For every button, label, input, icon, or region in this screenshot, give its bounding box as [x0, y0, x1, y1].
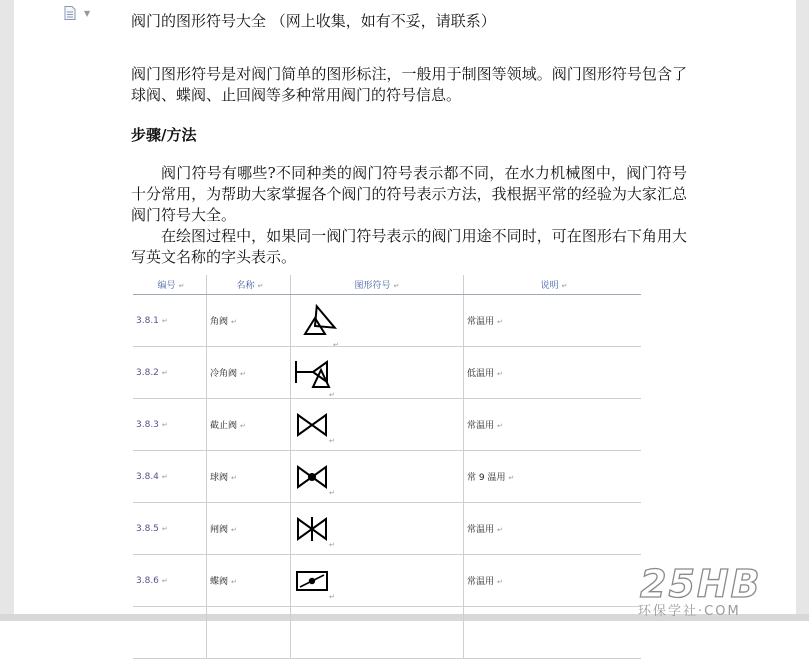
cell-name: 闸阀 ↵: [207, 503, 291, 555]
cell-symbol: [291, 503, 464, 555]
table-header-row: [133, 275, 641, 295]
svg-text:↵: ↵: [329, 489, 335, 497]
cell-symbol: [291, 347, 464, 399]
cell-name: 冷角阀 ↵: [207, 347, 291, 399]
cell-symbol: [291, 555, 464, 607]
butterfly-valve-icon: [291, 555, 463, 606]
body-paragraph-1: 阀门符号有哪些?不同种类的阀门符号表示都不同，在水力机械图中，阀门符号十分常用，为帮助大家掌握各个阀门的符号表示方法，我根据平常的经验为大家汇总阀门符号大全。: [131, 164, 687, 224]
cell-description: 常温用 ↵: [464, 555, 642, 607]
cell-description: 低温用 ↵: [464, 347, 642, 399]
angle-valve-icon: [291, 295, 463, 346]
document-title: 阀门的图形符号大全 （网上收集，如有不妥，请联系）: [131, 12, 496, 30]
table-row: [133, 295, 641, 347]
valve-symbol-table: [133, 275, 641, 659]
svg-text:↵: ↵: [329, 391, 335, 398]
watermark: [636, 562, 806, 618]
svg-text:↵: ↵: [329, 437, 335, 445]
header-symbol: 图形符号 ↵: [291, 275, 464, 295]
cell-number: 3.8.3 ↵: [133, 399, 207, 451]
header-name: 名称 ↵: [207, 275, 291, 295]
watermark-logo: 25HB: [640, 562, 762, 606]
cold-angle-valve-icon: [291, 347, 463, 398]
table-row: [133, 451, 641, 503]
watermark-subtitle: 环保学社·COM: [638, 604, 741, 619]
cell-symbol: [291, 399, 464, 451]
header-number: 编号 ↵: [133, 275, 207, 295]
svg-text:↵: ↵: [329, 593, 335, 601]
cell-number: [133, 607, 207, 659]
cell-number: 3.8.5 ↵: [133, 503, 207, 555]
cell-name: 蝶阀 ↵: [207, 555, 291, 607]
chevron-down-icon[interactable]: ▼: [84, 9, 91, 18]
cell-name: 截止阀 ↵: [207, 399, 291, 451]
table-row: [133, 503, 641, 555]
cell-name: [207, 607, 291, 659]
cell-description: 常 9 温用 ↵: [464, 451, 642, 503]
cell-name: 球阀 ↵: [207, 451, 291, 503]
body-paragraph-2: 在绘图过程中，如果同一阀门符号表示的阀门用途不同时，可在图形右下角用大写英文名称的字头表示。: [131, 227, 687, 266]
cell-number: 3.8.2 ↵: [133, 347, 207, 399]
cell-description: [464, 607, 642, 659]
section-heading: 步骤/方法: [131, 126, 197, 144]
table-row: [133, 555, 641, 607]
left-gutter: [0, 0, 14, 621]
cell-symbol: [291, 607, 464, 659]
table-row: [133, 347, 641, 399]
cell-number: 3.8.1 ↵: [133, 295, 207, 347]
table-row: [133, 607, 641, 659]
ball-valve-icon: [291, 451, 463, 502]
intro-paragraph: 阀门图形符号是对阀门简单的图形标注，一般用于制图等领域。阀门图形符号包含了球阀、蝶阀、止回阀等多种常用阀门的符号信息。: [131, 65, 687, 104]
stop-valve-icon: [291, 399, 463, 450]
cell-number: 3.8.4 ↵: [133, 451, 207, 503]
cell-symbol: [291, 295, 464, 347]
table-row: [133, 399, 641, 451]
cell-number: 3.8.6 ↵: [133, 555, 207, 607]
cell-name: 角阀 ↵: [207, 295, 291, 347]
cell-description: 常温用 ↵: [464, 295, 642, 347]
svg-text:↵: ↵: [333, 341, 339, 346]
svg-text:↵: ↵: [329, 541, 335, 549]
cell-symbol: [291, 451, 464, 503]
vertical-scrollbar[interactable]: [796, 0, 809, 621]
cell-description: 常温用 ↵: [464, 399, 642, 451]
document-icon[interactable]: [64, 6, 76, 20]
gate-valve-icon: [291, 503, 463, 554]
header-description: 说明 ↵: [464, 275, 642, 295]
cell-description: 常温用 ↵: [464, 503, 642, 555]
